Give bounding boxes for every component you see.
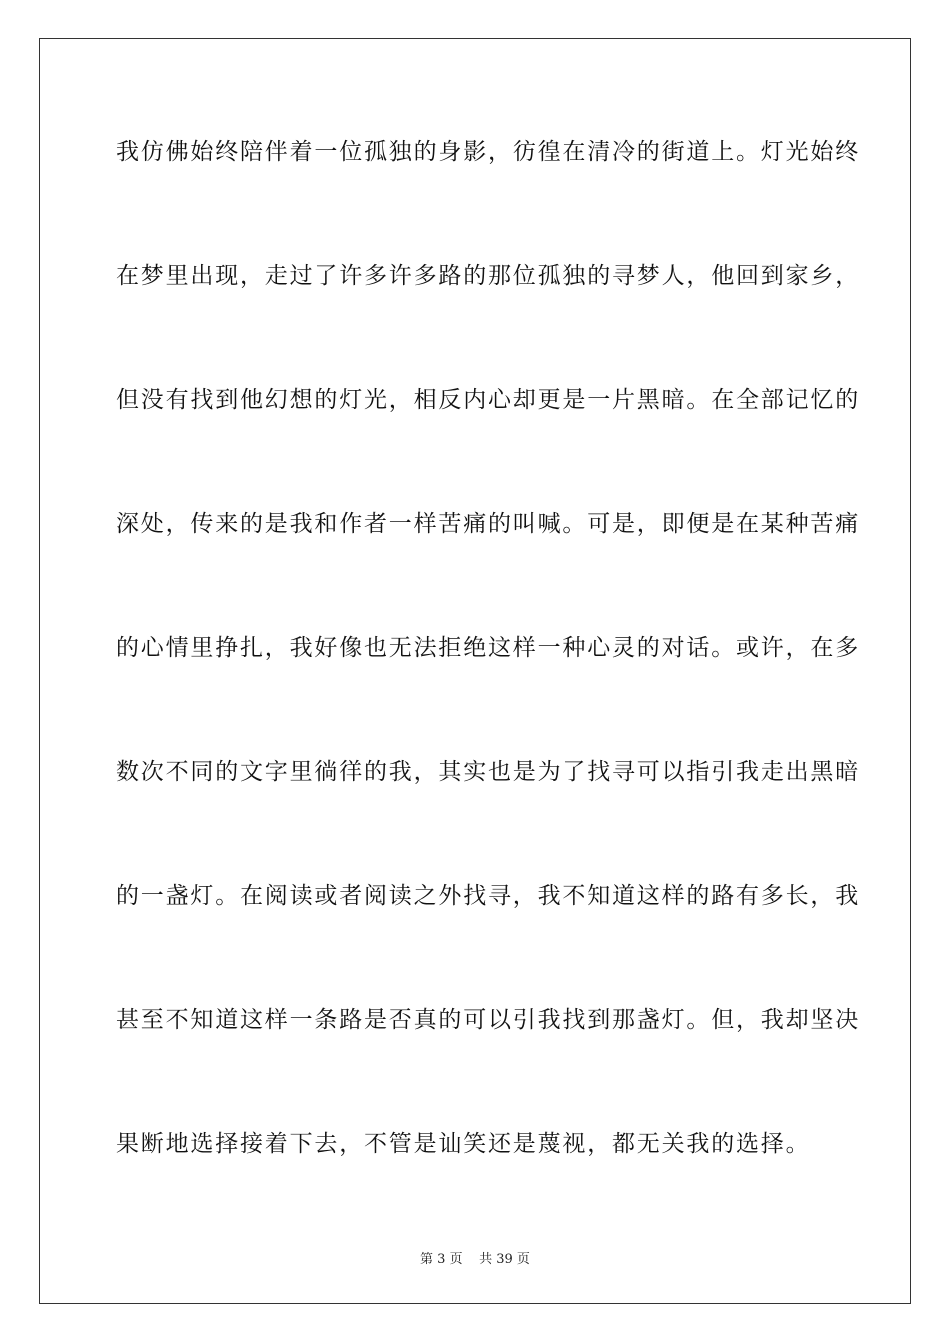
text-line: 在梦里出现，走过了许多许多路的那位孤独的寻梦人，他回到家乡， xyxy=(116,263,860,289)
text-line: 深处，传来的是我和作者一样苦痛的叫喊。可是，即便是在某种苦痛 xyxy=(116,511,860,537)
page-footer xyxy=(0,1248,950,1267)
text-line: 但没有找到他幻想的灯光，相反内心却更是一片黑暗。在全部记忆的 xyxy=(116,387,860,413)
text-line: 数次不同的文字里徜徉的我，其实也是为了找寻可以指引我走出黑暗 xyxy=(116,759,860,785)
text-line: 甚至不知道这样一条路是否真的可以引我找到那盏灯。但，我却坚决 xyxy=(116,1007,860,1033)
text-line: 我仿佛始终陪伴着一位孤独的身影，彷徨在清冷的街道上。灯光始终 xyxy=(116,139,860,165)
total-pages: 共 39 页 xyxy=(479,1252,530,1267)
text-line: 的一盏灯。在阅读或者阅读之外找寻，我不知道这样的路有多长，我 xyxy=(116,883,860,909)
text-line: 果断地选择接着下去，不管是讪笑还是蔑视，都无关我的选择。 xyxy=(116,1131,811,1157)
text-line: 的心情里挣扎，我好像也无法拒绝这样一种心灵的对话。或许，在多 xyxy=(116,635,860,661)
page-frame xyxy=(39,38,911,1304)
page-number: 第 3 页 xyxy=(420,1252,463,1267)
